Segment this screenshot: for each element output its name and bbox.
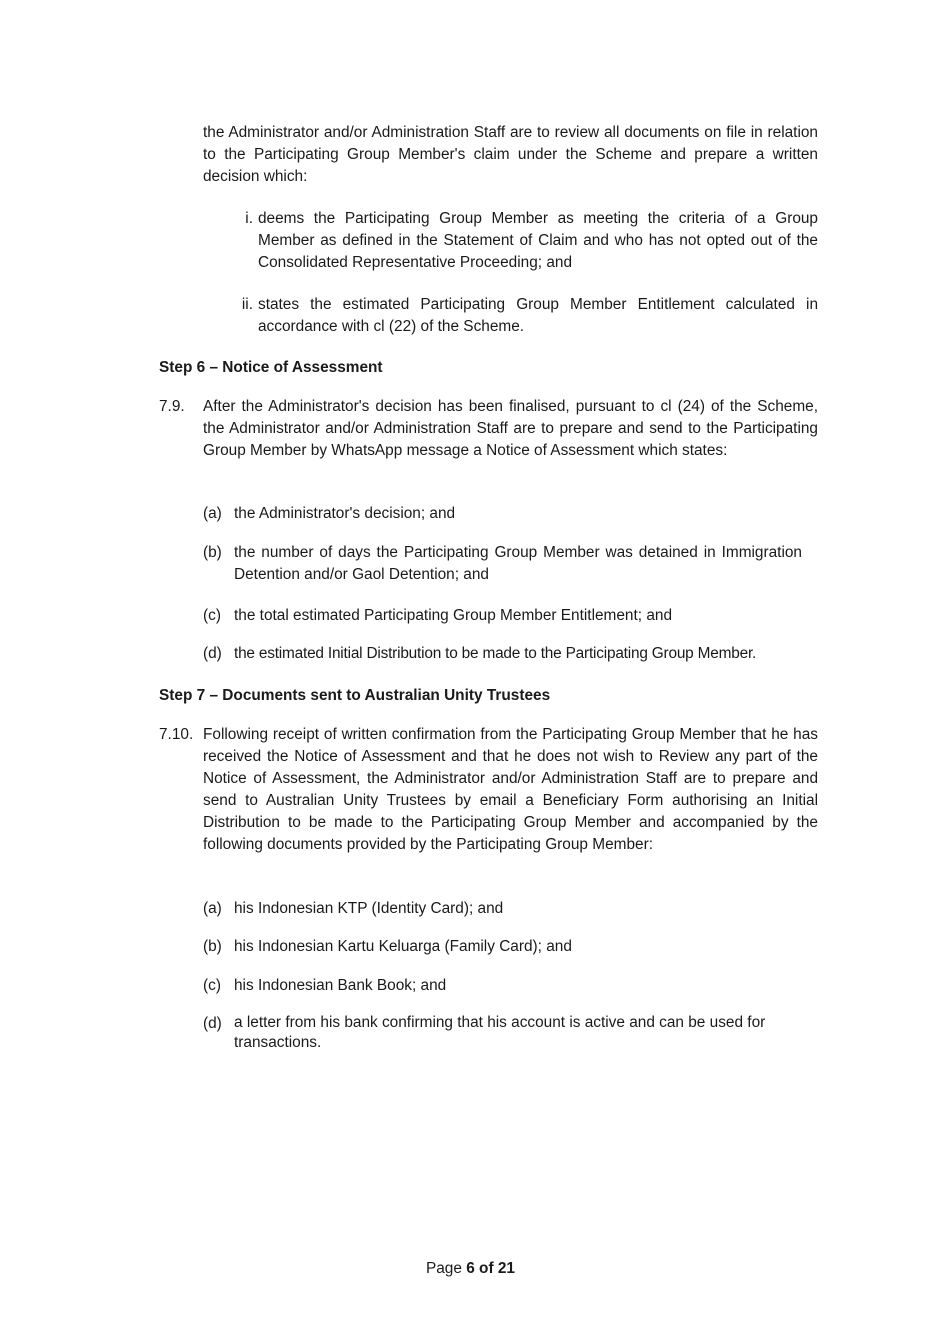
step6-item-d-label: (d) [203, 645, 222, 662]
step7-item-c-label: (c) [203, 977, 221, 994]
step6-item-a: the Administrator's decision; and [234, 505, 456, 522]
footer-prefix: Page [425, 1260, 467, 1277]
clause-7-9-number: 7.9. [159, 398, 185, 415]
step6-item-c: the total estimated Participating Group Member Entitlement; and [234, 607, 673, 624]
step7-item-b-label: (b) [203, 938, 222, 955]
intro-paragraph: the Administrator and/or Administration Staff are to review all documents on file in relation to the Participating Group Member's claim under the Scheme and prepare a written decision which: [203, 124, 818, 185]
step6-item-d: the estimated Initial Distribution to be made to the Participating Group Member. [234, 645, 757, 662]
step7-item-b: his Indonesian Kartu Keluarga (Family Card); and [234, 938, 572, 955]
step6-item-b-label: (b) [203, 544, 222, 561]
step6-item-b: the number of days the Participating Group Member was detained in Immigration Detention and/or Gaol Detention; and [234, 544, 802, 583]
step7-item-d: a letter from his bank confirming that his account is active and can be used for transactions. [234, 1014, 766, 1051]
page-footer [0, 1258, 941, 1280]
clause-7-9-text: After the Administrator's decision has been finalised, pursuant to cl (24) of the Scheme, the Administrator and/or Administration Staff are to prepare and send to the Participating Group Member by WhatsApp message a Notice of Assessment which states: [203, 398, 818, 459]
step7-item-a: his Indonesian KTP (Identity Card); and [234, 900, 504, 917]
roman-item-ii: states the estimated Participating Group Member Entitlement calculated in accordance with cl (22) of the Scheme. [258, 296, 818, 335]
roman-numeral-i: i. [245, 210, 253, 227]
roman-numeral-ii: ii. [241, 296, 253, 313]
step6-item-a-label: (a) [203, 505, 222, 522]
roman-item-i: deems the Participating Group Member as meeting the criteria of a Group Member as defined in the Statement of Claim and who has not opted out of the Consolidated Representative Proceeding; and [258, 210, 818, 271]
step6-heading: Step 6 – Notice of Assessment [159, 359, 383, 376]
clause-7-10-number: 7.10. [159, 726, 194, 743]
clause-7-10-text: Following receipt of written confirmation from the Participating Group Member that he has received the Notice of Assessment and that he does not wish to Review any part of the Notice of Assessment, the Administrator and/or Administration Staff are to prepare and send to Australian Unity Trustees by email a Beneficiary Form authorising an Initial Distribution to be made to the Participating Group Member and accompanied by the following documents provided by the Participating Group Member: [203, 726, 818, 853]
step7-item-d-label: (d) [203, 1015, 222, 1032]
step7-heading: Step 7 – Documents sent to Australian Unity Trustees [159, 687, 551, 704]
footer-current-page: 6 [466, 1260, 475, 1277]
step7-item-c: his Indonesian Bank Book; and [234, 977, 447, 994]
footer-total-pages: 21 [497, 1260, 515, 1277]
step7-item-a-label: (a) [203, 900, 222, 917]
footer-of: of [474, 1260, 498, 1277]
step6-item-c-label: (c) [203, 607, 221, 624]
